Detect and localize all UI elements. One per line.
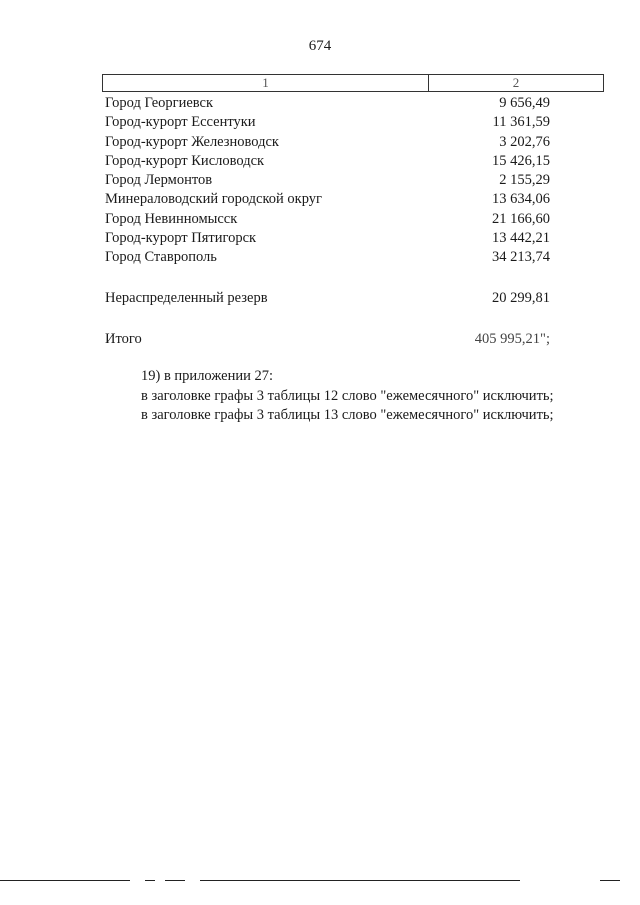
amendment-text xyxy=(141,367,611,426)
table-header xyxy=(102,74,604,92)
reserve-value: 20 299,81 xyxy=(492,290,550,306)
row-value: 21 166,60 xyxy=(492,210,550,227)
row-value: 2 155,29 xyxy=(499,172,550,189)
reserve-row xyxy=(105,289,550,308)
row-value: 34 213,74 xyxy=(492,249,550,266)
table-row xyxy=(105,210,550,229)
reserve-label: Нераспределенный резерв xyxy=(105,290,268,306)
row-name: Город-курорт Ессентуки xyxy=(105,114,256,131)
table-row xyxy=(105,94,550,113)
table-row xyxy=(105,133,550,152)
row-name: Город Невинномысск xyxy=(105,210,238,227)
row-value: 3 202,76 xyxy=(499,133,550,150)
table-row xyxy=(105,190,550,209)
table-row xyxy=(105,113,550,132)
footer-divider xyxy=(200,880,520,881)
amendment-line-1: 19) в приложении 27: xyxy=(141,368,274,384)
row-name: Минераловодский городской округ xyxy=(105,191,322,208)
total-row xyxy=(105,330,550,349)
page-number: 674 xyxy=(308,38,332,54)
row-name: Город Георгиевск xyxy=(105,95,214,111)
row-name: Город-курорт Железноводск xyxy=(105,133,279,150)
table-row xyxy=(105,171,550,190)
row-name: Город-курорт Пятигорск xyxy=(105,230,257,247)
column-header-2: 2 xyxy=(512,75,520,90)
amendment-line-3: в заголовке графы 3 таблицы 13 слово "ежемесячного" исключить; xyxy=(141,407,554,423)
row-value: 13 442,21 xyxy=(492,230,550,247)
total-value: 405 995,21"; xyxy=(474,331,550,347)
column-header-1: 1 xyxy=(103,75,429,91)
row-name: Город Ставрополь xyxy=(105,249,217,266)
row-value: 13 634,06 xyxy=(492,191,550,208)
row-value: 9 656,49 xyxy=(499,95,550,111)
row-name: Город-курорт Кисловодск xyxy=(105,152,265,169)
row-name: Город Лермонтов xyxy=(105,172,213,189)
footer-divider xyxy=(165,880,185,881)
row-value: 11 361,59 xyxy=(492,114,550,131)
table-row xyxy=(105,229,550,248)
footer-divider xyxy=(145,880,155,881)
total-label: Итого xyxy=(105,331,142,347)
table-row xyxy=(105,248,550,267)
footer-divider xyxy=(0,880,130,881)
row-value: 15 426,15 xyxy=(492,152,550,169)
table-body xyxy=(105,94,550,268)
table-row xyxy=(105,152,550,171)
amendment-line-2: в заголовке графы 3 таблицы 12 слово "ежемесячного" исключить; xyxy=(141,387,554,404)
footer-divider xyxy=(600,880,620,881)
